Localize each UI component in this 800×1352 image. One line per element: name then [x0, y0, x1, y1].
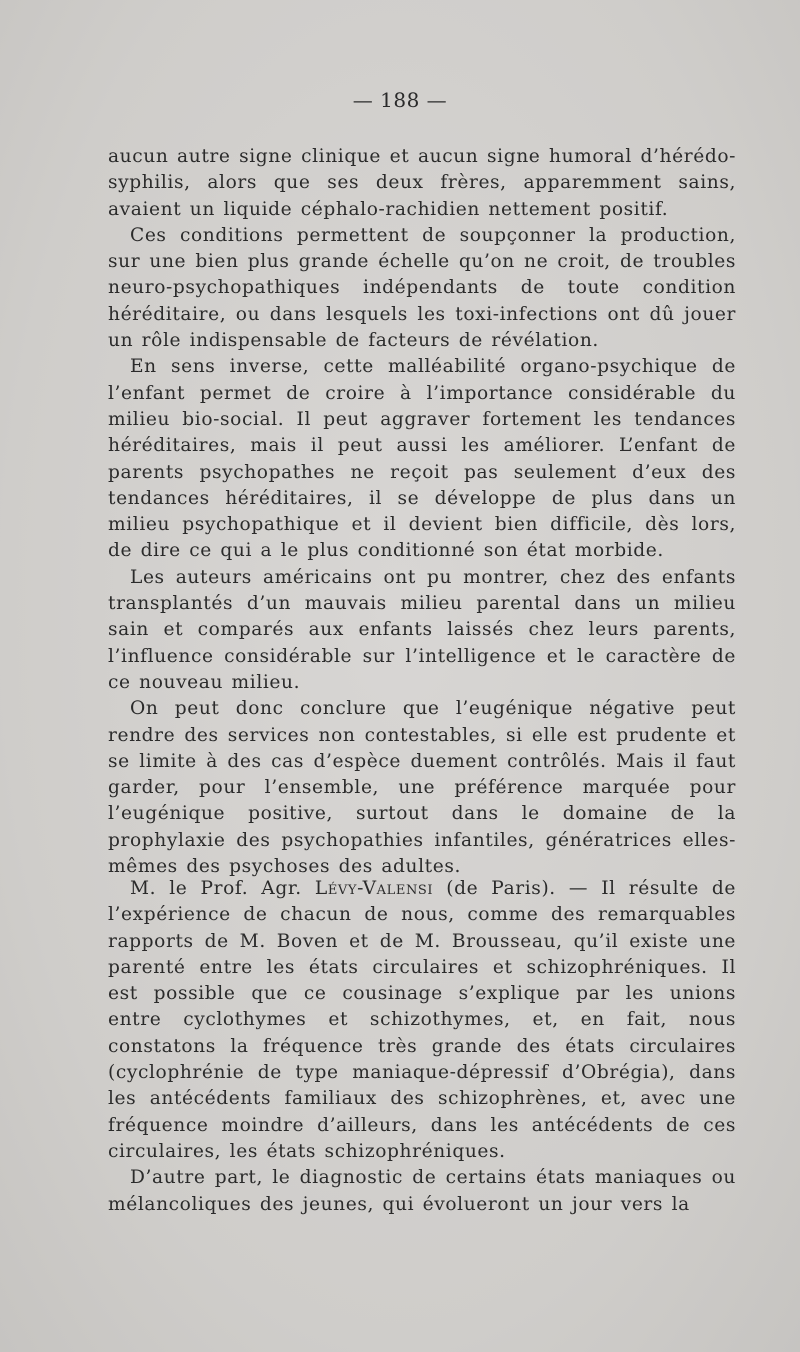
speaker-intro-text: Il résulte de l’expérience de chacun de nous, comme des remarquables rapports de M. Boven et de M. Brousseau, qu’il existe une parenté entre les états circulaires et schizophréniques. Il est possible que ce cousinage s’explique par les unions entre cyclothymes et schizothymes, et, en fait, nous constatons la fréquence très grande des états circulaires (cyclophrénie de type maniaque-dépressif d’Obrégia), dans les antécédents familiaux des schizophrènes, et, avec une fréquence moindre d’ailleurs, dans les antécédents de ces circulaires, les états schizophréniques.: [108, 878, 736, 1162]
paragraph-7: D’autre part, le diagnostic de certains états maniaques ou mélancoliques des jeunes, qui évolueront un jour vers la: [108, 1167, 736, 1215]
page-number: — 188 —: [352, 88, 448, 112]
paragraph-4: Les auteurs américains ont pu montrer, chez des enfants transplantés d’un mauvais milieu parental dans un milieu sain et comparés aux enfants laissés chez leurs parents, l’influence considérable sur l’intelligence et le caractère de ce nouveau milieu.: [108, 566, 736, 693]
speaker-name: Lévy-Valensi: [314, 878, 434, 899]
speaker-suffix: (de Paris). —: [433, 878, 602, 899]
text-section-one: [108, 144, 736, 880]
paragraph-2: Ces conditions permettent de soupçonner la production, sur une bien plus grande échelle qu’on ne croit, de troubles neuro-psychopathiques indépendants de toute condition héréditaire, ou dans lesquels les toxi-infections ont dû jouer un rôle indispensable de facteurs de révélation.: [108, 224, 736, 352]
speaker-paragraph: [108, 876, 736, 1165]
paragraph-5: On peut donc conclure que l’eugénique négative peut rendre des services non contestables, si elle est prudente et se limite à des cas d’espèce duement contrôlés. Mais il faut garder, pour l’ensemble, une préférence marquée pour l’eugénique positive, surtout dans le domaine de la prophylaxie des psychopathies infantiles, génératrices elles-mêmes des psychoses des adultes.: [108, 698, 736, 878]
text-section-two: [108, 876, 736, 1218]
paragraph-3: En sens inverse, cette malléabilité organo-psychique de l’enfant permet de croire à l’importance considérable du milieu bio-social. Il peut aggraver fortement les tendances héréditaires, mais il peut aussi les améliorer. L’enfant de parents psychopathes ne reçoit pas seulement d’eux des tendances héréditaires, il se développe de plus dans un milieu psychopathique et il devient bien difficile, dès lors, de dire ce qui a le plus conditionné son état morbide.: [108, 356, 736, 562]
paragraph-1: aucun autre signe clinique et aucun signe humoral d’hérédo-syphilis, alors que ses deux frères, apparemment sains, avaient un liquide céphalo-rachidien nettement positif.: [108, 146, 736, 220]
speaker-prefix: M. le Prof. Agr.: [130, 878, 315, 899]
